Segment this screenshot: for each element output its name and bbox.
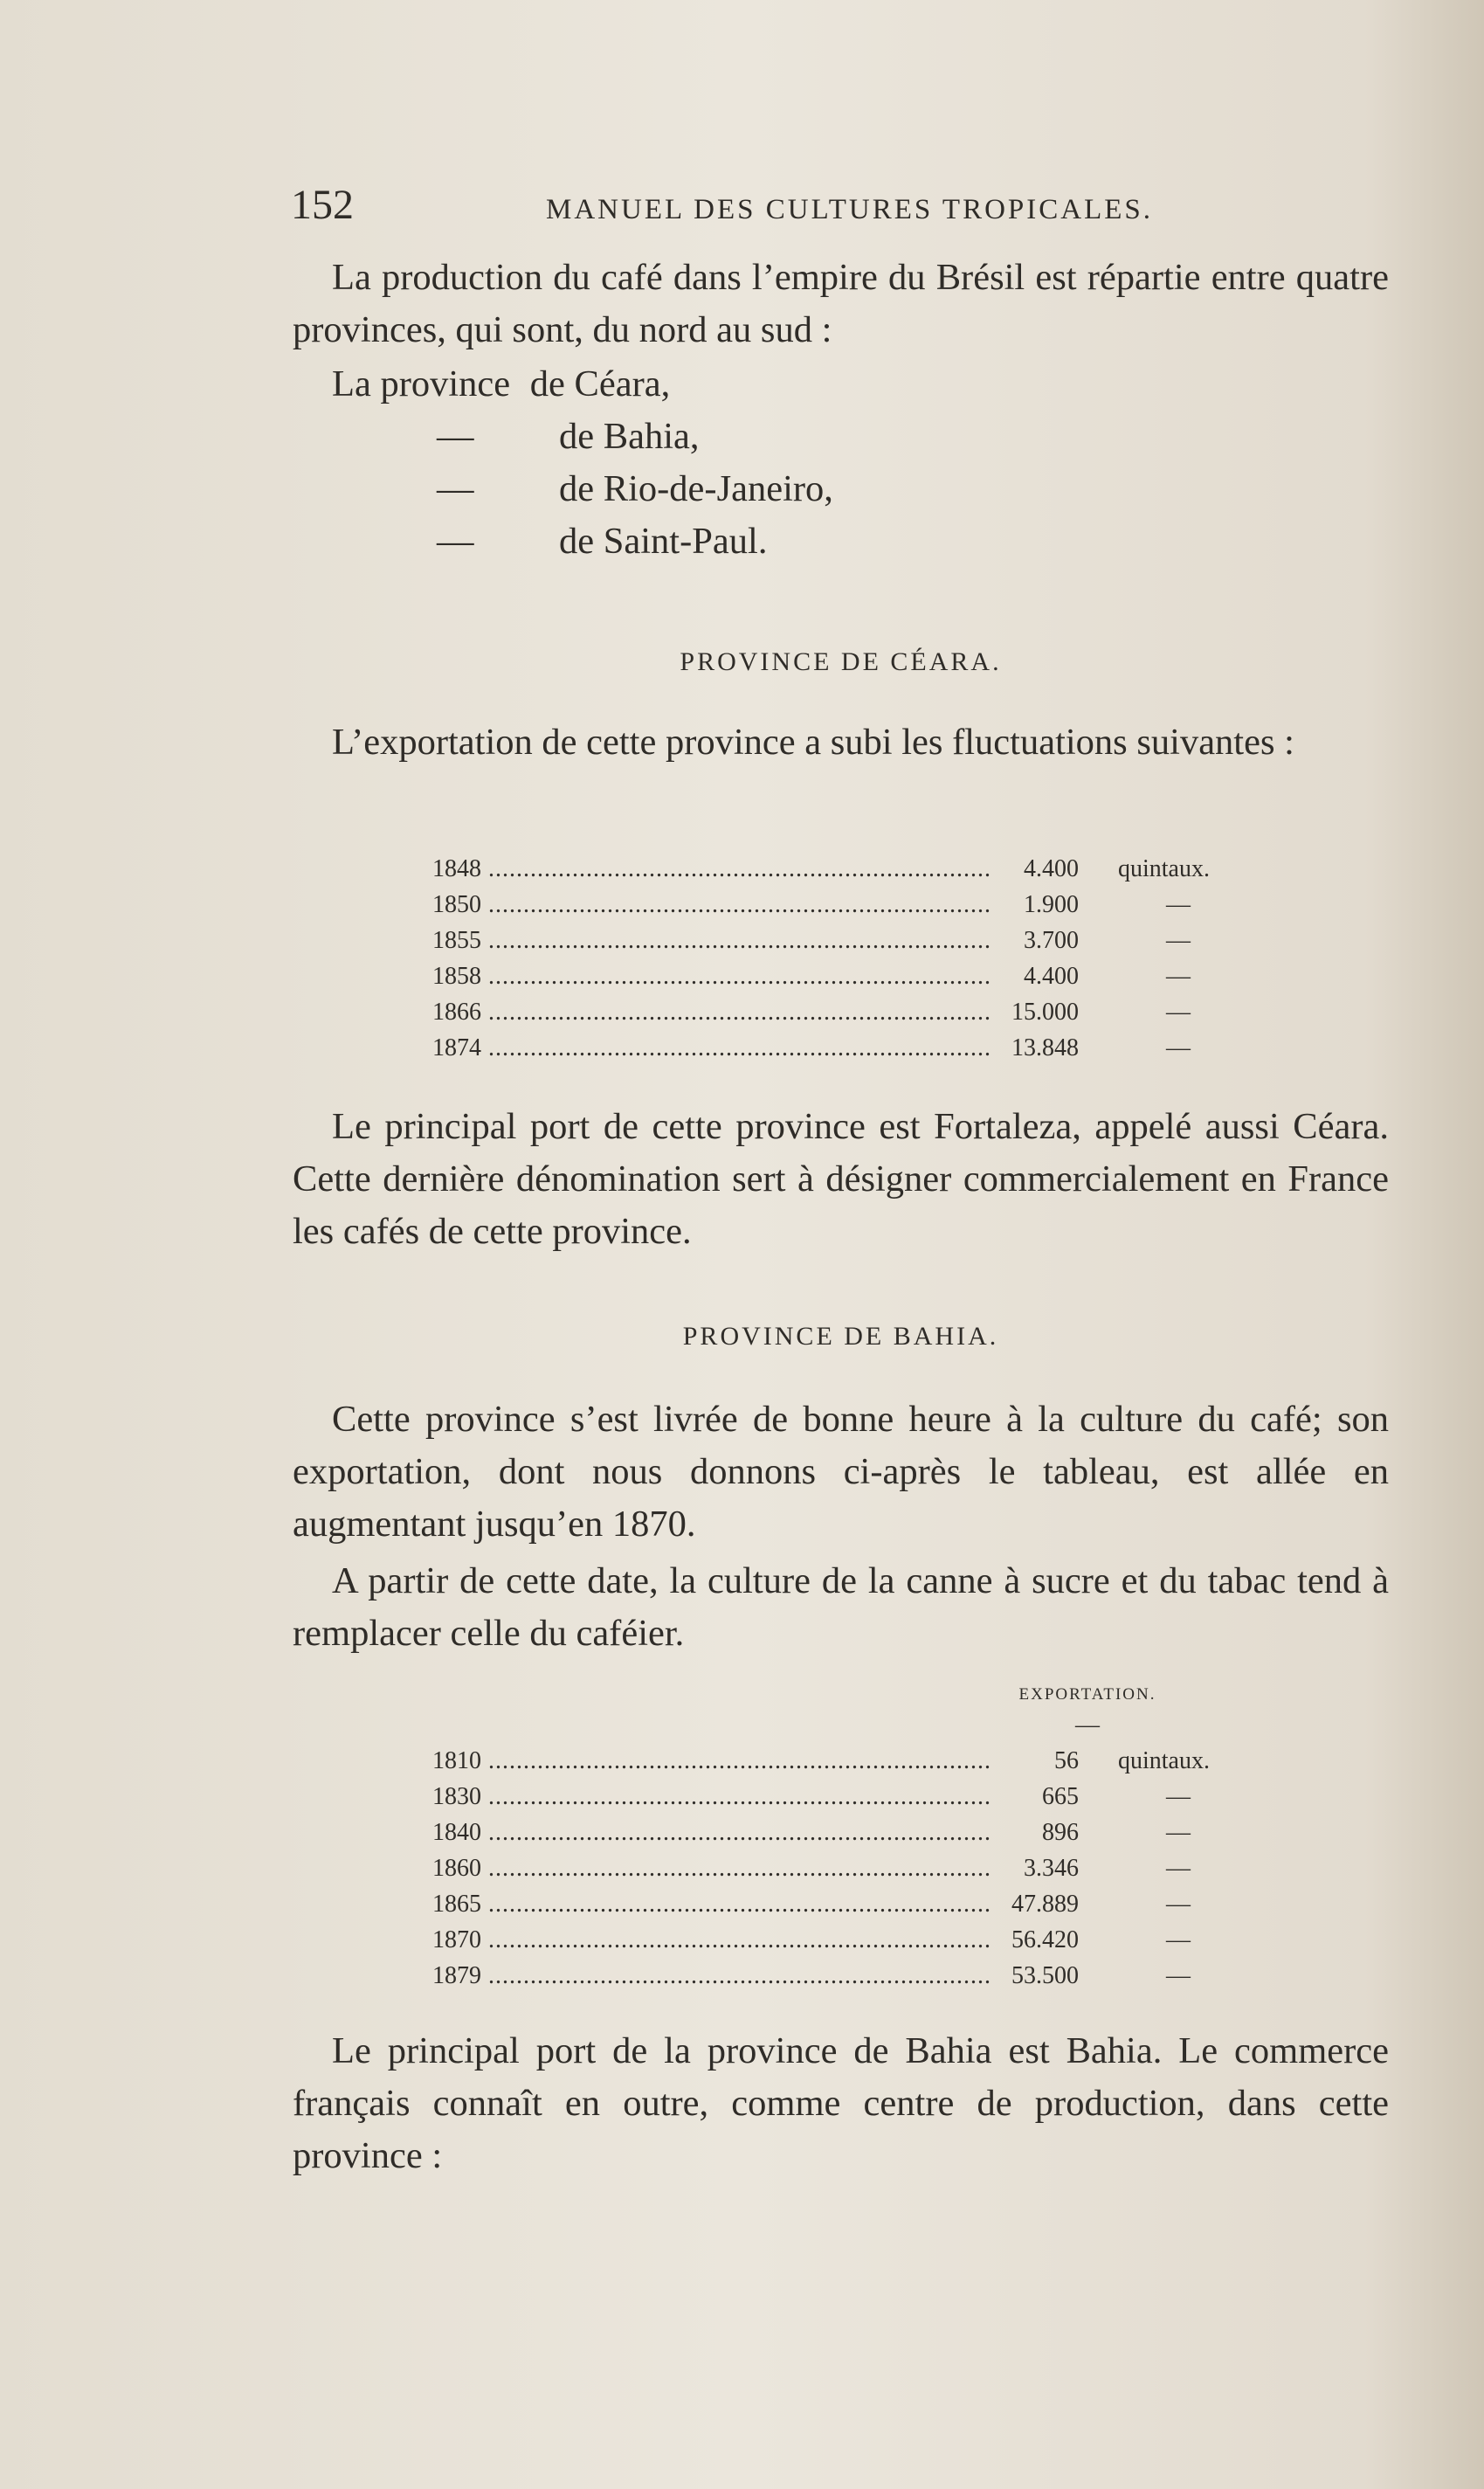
table-year: 1879 ..... xyxy=(432,1958,991,1994)
table-year: 1855 ..... xyxy=(432,923,991,958)
table-value: 4.400 xyxy=(1024,963,1079,990)
table-value: 665 xyxy=(1042,1783,1079,1810)
table-row xyxy=(432,958,1253,994)
table-row xyxy=(432,887,1253,923)
running-title: MANUEL DES CULTURES TROPICALES. xyxy=(546,194,1154,225)
bahia-paragraph-2: A partir de cette date, la culture de la canne à sucre et du tabac tend à remplacer celle du caféier. xyxy=(293,1560,1389,1654)
table-unit: — xyxy=(1166,1926,1191,1953)
table-year: 1866 ..... xyxy=(432,994,991,1030)
table-row xyxy=(432,1030,1253,1066)
table-value: 15.000 xyxy=(1011,999,1079,1026)
province-list-name: de Rio-de-Janeiro, xyxy=(559,468,833,509)
table-row xyxy=(432,1779,1253,1815)
table-unit: — xyxy=(1166,1855,1191,1882)
table-year: 1874 ..... xyxy=(432,1030,991,1066)
table-year: 1860 ..... xyxy=(432,1850,991,1886)
table-unit: — xyxy=(1166,963,1191,990)
province-list-prefix: La province xyxy=(332,363,511,404)
table-year: 1850 ..... xyxy=(432,887,991,923)
bahia-export-table xyxy=(432,1743,1253,1994)
table-row xyxy=(432,1922,1253,1958)
table-row xyxy=(432,851,1253,887)
table-year: 1865 ..... xyxy=(432,1886,991,1922)
province-list-item xyxy=(437,411,700,463)
export-table-header-dash: — xyxy=(1075,1711,1100,1739)
province-list-name: de Saint-Paul. xyxy=(559,521,768,562)
table-row xyxy=(432,923,1253,958)
table-unit: — xyxy=(1166,1962,1191,1989)
page-header xyxy=(291,179,1164,232)
table-unit: — xyxy=(1166,891,1191,918)
table-row xyxy=(432,1886,1253,1922)
table-row xyxy=(432,1743,1253,1779)
table-value: 1.900 xyxy=(1024,891,1079,918)
table-row xyxy=(432,994,1253,1030)
table-row xyxy=(432,1815,1253,1850)
table-value: 13.848 xyxy=(1011,1034,1079,1061)
table-unit: — xyxy=(1166,1891,1191,1918)
export-table-header: EXPORTATION. xyxy=(1018,1685,1156,1704)
table-year: 1830 ..... xyxy=(432,1779,991,1815)
table-value: 4.400 xyxy=(1024,855,1079,882)
province-list-item xyxy=(332,358,670,411)
table-value: 3.346 xyxy=(1024,1855,1079,1882)
table-value: 3.700 xyxy=(1024,927,1079,954)
page-number: 152 xyxy=(291,182,354,228)
table-value: 47.889 xyxy=(1011,1891,1079,1918)
table-year: 1840 ..... xyxy=(432,1815,991,1850)
province-list-item xyxy=(437,463,833,515)
table-unit: — xyxy=(1166,1819,1191,1846)
table-unit: — xyxy=(1166,1034,1191,1061)
table-unit: — xyxy=(1166,927,1191,954)
table-unit: — xyxy=(1166,1783,1191,1810)
table-year: 1858 ..... xyxy=(432,958,991,994)
section-heading-ceara: PROVINCE DE CÉARA. xyxy=(680,647,1002,676)
table-unit: quintaux. xyxy=(1118,1747,1210,1774)
table-year: 1810 ..... xyxy=(432,1743,991,1779)
section-heading-bahia: PROVINCE DE BAHIA. xyxy=(682,1322,999,1351)
table-value: 56.420 xyxy=(1011,1926,1079,1953)
province-list-name: de Bahia, xyxy=(559,416,700,457)
intro-paragraph: La production du café dans l’empire du Brésil est répartie entre quatre provinces, qui sont, du nord au sud : xyxy=(293,257,1389,350)
ceara-outro-paragraph: Le principal port de cette province est Fortaleza, appelé aussi Céara. Cette dernière dénomination sert à désigner commercialement en France les cafés de cette province. xyxy=(293,1106,1389,1252)
table-row xyxy=(432,1958,1253,1994)
bahia-outro-paragraph: Le principal port de la province de Bahia est Bahia. Le commerce français connaît en outre, comme centre de production, dans cette province : xyxy=(293,2030,1389,2176)
province-list-prefix: — xyxy=(437,521,474,562)
bahia-paragraph-1: Cette province s’est livrée de bonne heure à la culture du café; son exportation, dont nous donnons ci-après le tableau, est allée en augmentant jusqu’en 1870. xyxy=(293,1399,1389,1545)
table-row xyxy=(432,1850,1253,1886)
table-year: 1848 ..... xyxy=(432,851,991,887)
table-year: 1870 ..... xyxy=(432,1922,991,1958)
table-value: 896 xyxy=(1042,1819,1079,1846)
table-unit: quintaux. xyxy=(1118,855,1210,882)
province-list-item xyxy=(437,515,768,568)
ceara-intro-paragraph: L’exportation de cette province a subi les fluctuations suivantes : xyxy=(332,722,1294,763)
province-list-prefix: — xyxy=(437,468,474,509)
table-value: 56 xyxy=(1054,1747,1079,1774)
ceara-export-table xyxy=(432,851,1253,1066)
table-value: 53.500 xyxy=(1011,1962,1079,1989)
province-list-prefix: — xyxy=(437,416,474,457)
province-list-name: de Céara, xyxy=(529,363,671,404)
table-unit: — xyxy=(1166,999,1191,1026)
